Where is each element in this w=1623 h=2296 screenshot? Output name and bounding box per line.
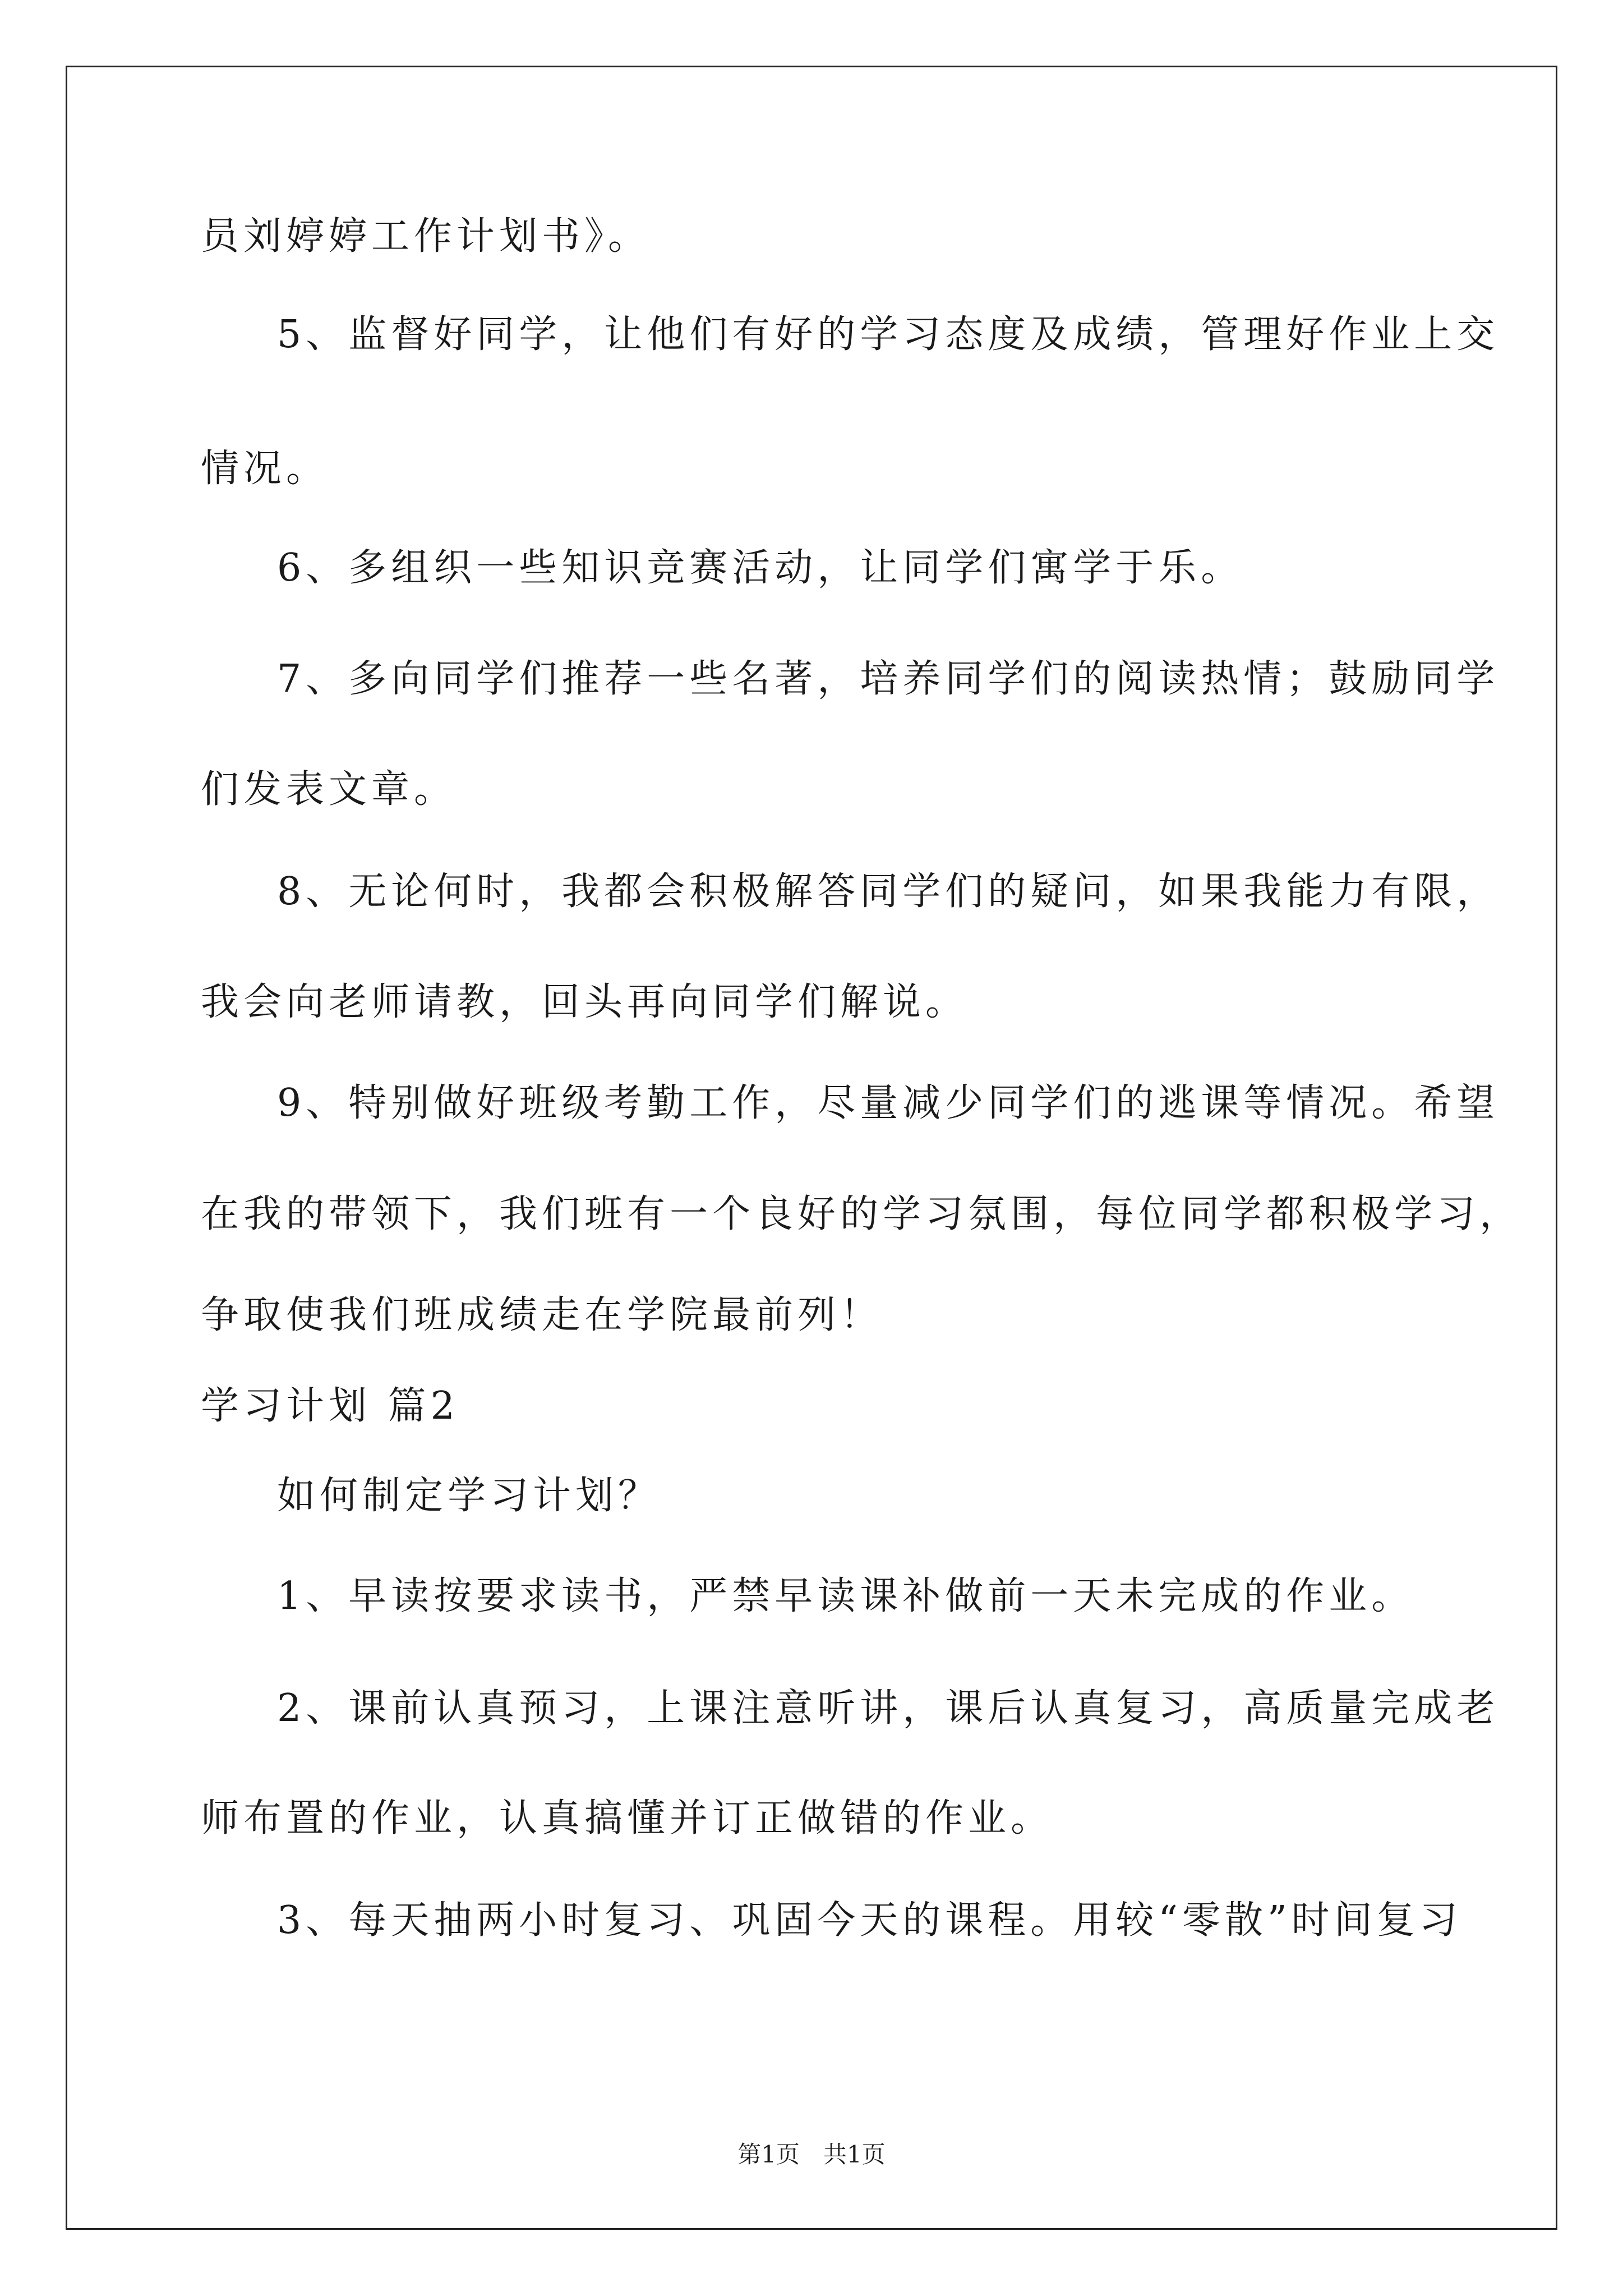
text-line: 员刘婷婷工作计划书》。 bbox=[201, 214, 651, 259]
text-line: 9、特别做好班级考勤工作，尽量减少同学们的逃课等情况。希望 bbox=[277, 1081, 1500, 1125]
text-line: 3、每天抽两小时复习、巩固今天的课程。用较“零散”时间复习 bbox=[277, 1898, 1462, 1943]
text-line: 们发表文章。 bbox=[201, 767, 457, 812]
text-line: 7、多向同学们推荐一些名著，培养同学们的阅读热情；鼓励同学 bbox=[277, 657, 1500, 701]
text-line: 争取使我们班成绩走在学院最前列！ bbox=[201, 1293, 883, 1337]
text-line: 如何制定学习计划？ bbox=[277, 1474, 661, 1518]
text-line: 1、早读按要求读书，严禁早读课补做前一天未完成的作业。 bbox=[277, 1574, 1414, 1618]
text-line: 8、无论何时，我都会积极解答同学们的疑问，如果我能力有限， bbox=[277, 869, 1500, 914]
text-line: 5、监督好同学，让他们有好的学习态度及成绩，管理好作业上交 bbox=[277, 312, 1500, 357]
page-footer: 第1页 共1页 bbox=[737, 2141, 886, 2168]
text-line: 师布置的作业，认真搞懂并订正做错的作业。 bbox=[201, 1796, 1054, 1841]
text-line: 情况。 bbox=[201, 447, 329, 491]
text-line: 在我的带领下，我们班有一个良好的学习氛围，每位同学都积极学习， bbox=[201, 1192, 1523, 1236]
section-heading: 学习计划 篇2 bbox=[201, 1384, 459, 1428]
text-line: 2、课前认真预习，上课注意听讲，课后认真复习，高质量完成老 bbox=[277, 1686, 1500, 1731]
text-line: 6、多组织一些知识竞赛活动，让同学们寓学于乐。 bbox=[277, 546, 1244, 590]
text-line: 我会向老师请教，回头再向同学们解说。 bbox=[201, 980, 969, 1024]
